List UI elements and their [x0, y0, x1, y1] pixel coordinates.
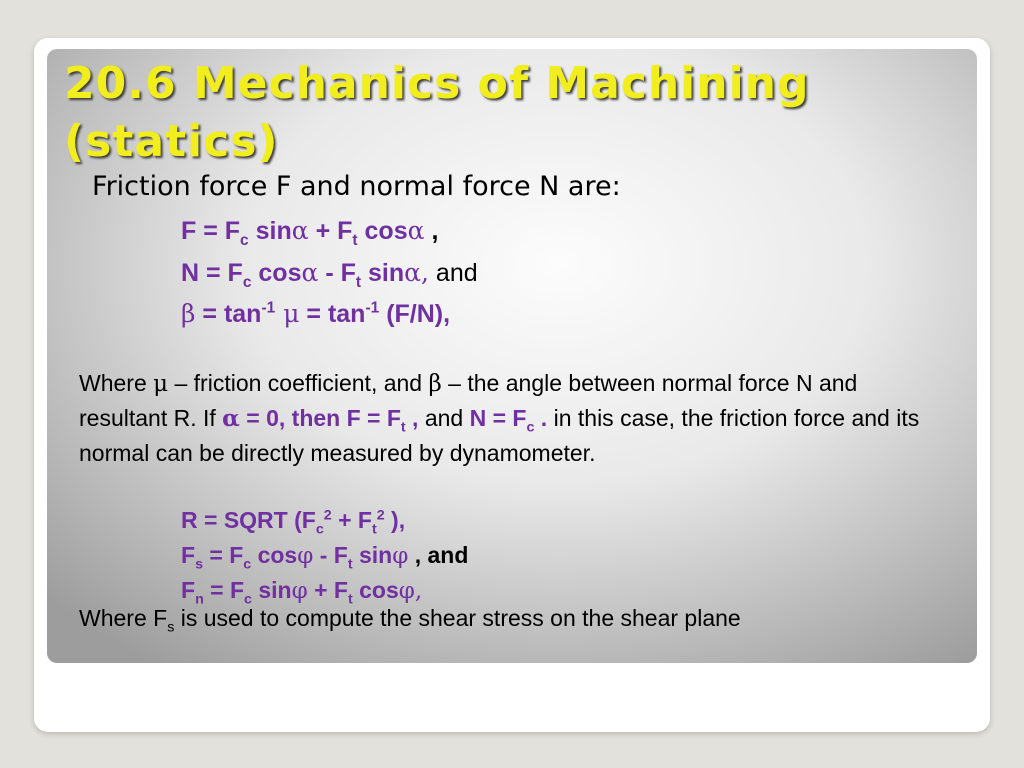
resultant-force-equation: R = SQRT ($F_c^2 + F_t^2$ ), — [181, 507, 406, 538]
intro-text: Friction force F and normal force N are: — [92, 171, 621, 202]
explanation-paragraph: Where μ – friction coefficient, and β – the angle between normal force N and resultant R. If α = 0, then $F = F_t$ , and $N = F_c$ . in this case, the friction force and its normal can be directly measured by dynamometer. — [79, 370, 920, 466]
shear-stress-note: Where $F_s$ is used to compute the shear stress on the shear plane — [79, 605, 741, 636]
shear-force-equation: $F_s = F_c$ cosφ - $F_t$ sinφ , and — [181, 542, 469, 573]
friction-angle-equation: $\beta = \tan^{-1} \mu = \tan^{-1} (F/N)$, — [181, 299, 451, 328]
normal-force-equation: $N = F_c$ cosα - $F_t$ sinα, and — [181, 258, 478, 291]
slide-title: 20.6 Mechanics of Machining (statics) — [64, 58, 810, 167]
normal-shear-force-equation: $F_n = F_c$ $\sin\varphi + F_t$ cosφ, — [181, 577, 423, 608]
friction-force-equation: $F = F_c$ $\sin\alpha + F_t$ cosα , — [181, 216, 439, 249]
